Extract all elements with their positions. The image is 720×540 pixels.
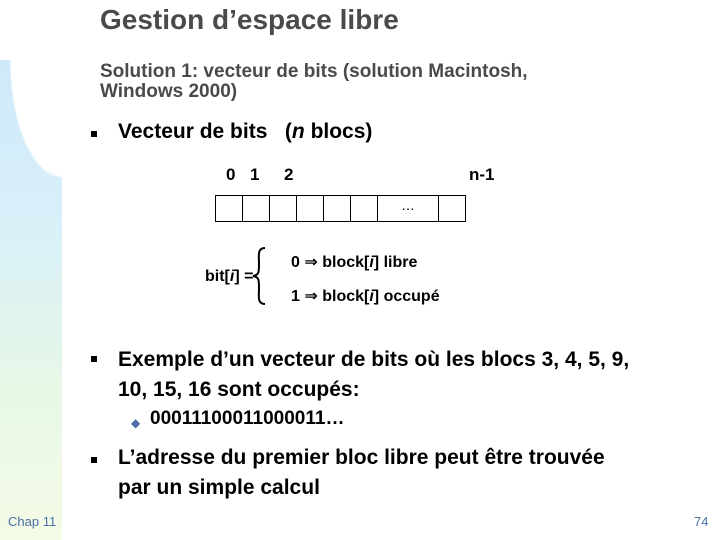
bullet-first-free-block: L’adresse du premier bloc libre peut être trouvée par un simple calcul — [118, 446, 605, 499]
case0-value: 0 — [291, 254, 300, 271]
bit-vector — [215, 195, 497, 222]
bullet-vector-bits-paren: ( — [284, 120, 292, 143]
curly-brace-icon — [250, 246, 268, 306]
bit-cell — [296, 195, 323, 222]
bullet-square-icon — [91, 356, 97, 362]
bit-lhs-prefix: bit[ — [205, 268, 230, 285]
diamond-bullet-icon: ◆ — [131, 416, 141, 430]
bit-lhs-suffix: ] = — [234, 268, 254, 285]
bit-cell — [438, 195, 466, 222]
vector-index-2: 2 — [284, 165, 294, 184]
case1-text-suffix: ] occupé — [373, 288, 440, 305]
case0-text-suffix: ] libre — [373, 254, 418, 271]
bit-lhs-var: i — [229, 268, 235, 285]
case0-var: i — [369, 254, 374, 271]
bit-case-1 — [291, 286, 440, 306]
case1-var: i — [369, 288, 374, 305]
bit-cell — [269, 195, 296, 222]
bit-cell — [242, 195, 269, 222]
implies-arrow-icon: ⇒ — [304, 254, 318, 271]
decorative-side-band-curve — [0, 60, 62, 200]
bullet-vector-bits-prefix: Vecteur de bits — [118, 120, 268, 143]
vector-index-1: 1 — [250, 165, 260, 184]
bullet-example: Exemple d’un vecteur de bits où les blocs 3, 4, 5, 9, 10, 15, 16 sont occupés: — [118, 348, 630, 401]
bullet-square-icon — [91, 457, 97, 463]
bit-case-0 — [291, 252, 417, 272]
footer-page-number: 74 — [694, 514, 709, 529]
vector-index-n-minus-1: n-1 — [469, 165, 495, 184]
vector-index-0: 0 — [226, 165, 236, 184]
slide-subtitle: Solution 1: vecteur de bits (solution Macintosh, Windows 2000) — [100, 61, 528, 102]
bit-cell-ellipsis: … — [377, 195, 438, 222]
bit-sequence-example: 00011100011000011… — [150, 408, 345, 429]
bit-cell — [215, 195, 242, 222]
bullet-vector-bits — [118, 120, 372, 144]
bit-definition-lhs — [205, 268, 253, 286]
bit-cell — [350, 195, 377, 222]
implies-arrow-icon: ⇒ — [304, 288, 318, 305]
case0-text-prefix: block[ — [322, 254, 370, 271]
footer-chapter: Chap 11 — [8, 514, 57, 529]
bullet-vector-bits-n: n — [291, 120, 305, 143]
case1-text-prefix: block[ — [322, 288, 370, 305]
bullet-vector-bits-suffix: blocs) — [304, 120, 373, 143]
case1-value: 1 — [291, 288, 300, 305]
bit-cell — [323, 195, 350, 222]
slide-title: Gestion d’espace libre — [100, 4, 399, 35]
bullet-square-icon — [91, 131, 97, 137]
